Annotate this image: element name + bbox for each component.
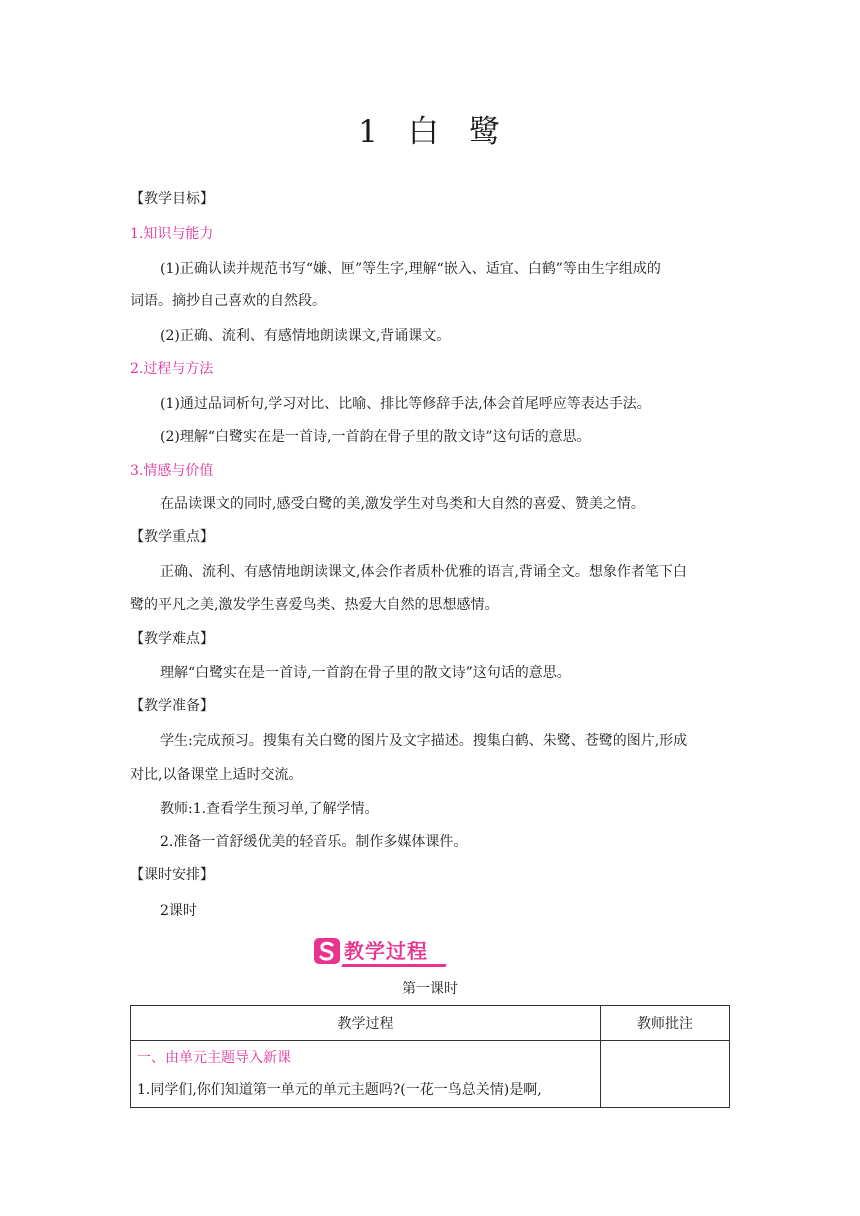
column-header-notes: 教师批注 — [601, 1006, 730, 1041]
process-cell — [131, 1041, 601, 1108]
difficulties-heading: 【教学难点】 — [130, 631, 214, 647]
key-points-paragraph: 正确、流利、有感情地朗读课文,体会作者质朴优雅的语言,背诵全文。想象作者笔下白 — [160, 564, 687, 580]
lesson-number: 1 — [358, 114, 380, 150]
goal3-heading: 3.情感与价值 — [130, 463, 214, 479]
row-text: 1.同学们,你们知道第一单元的单元主题吗?(一花一鸟总关情)是啊, — [137, 1082, 542, 1098]
teaching-process-banner — [312, 936, 448, 968]
schedule-paragraph: 2课时 — [160, 903, 197, 919]
goal1-paragraph-1-cont: 词语。摘抄自己喜欢的自然段。 — [130, 293, 326, 309]
goal1-heading: 1.知识与能力 — [130, 226, 214, 242]
column-header-process: 教学过程 — [131, 1006, 601, 1041]
goal2-heading: 2.过程与方法 — [130, 361, 214, 377]
page-title — [0, 106, 860, 151]
goal1-paragraph-2: (2)正确、流利、有感情地朗读课文,背诵课文。 — [160, 328, 451, 344]
preparation-teacher-1: 教师:1.查看学生预习单,了解学情。 — [160, 801, 379, 817]
period-label: 第一课时 — [402, 981, 458, 997]
table-header-row — [131, 1006, 730, 1041]
preparation-student: 学生:完成预习。搜集有关白鹭的图片及文字描述。搜集白鹤、朱鹭、苍鹭的图片,形成 — [160, 733, 688, 749]
difficulties-paragraph: 理解“白鹭实在是一首诗,一首韵在骨子里的散文诗”这句话的意思。 — [160, 665, 571, 681]
title-char-1: 白 — [407, 114, 441, 150]
goals-heading: 【教学目标】 — [130, 191, 214, 207]
preparation-teacher-2: 2.准备一首舒缓优美的轻音乐。制作多媒体课件。 — [160, 834, 468, 850]
goal2-paragraph-1: (1)通过品词析句,学习对比、比喻、排比等修辞手法,体会首尾呼应等表达手法。 — [160, 396, 651, 412]
key-points-paragraph-cont: 鹭的平凡之美,激发学生喜爱鸟类、热爱大自然的思想感情。 — [130, 597, 499, 613]
banner-underline — [341, 964, 446, 967]
goal1-paragraph-1: (1)正确认读并规范书写“嫌、匣”等生字,理解“嵌入、适宜、白鹤”等由生字组成的 — [160, 261, 661, 277]
row-heading: 一、由单元主题导入新课 — [137, 1050, 291, 1066]
goal3-paragraph-1: 在品读课文的同时,感受白鹭的美,激发学生对鸟类和大自然的喜爱、赞美之情。 — [160, 496, 645, 512]
title-char-2: 鹭 — [468, 114, 502, 150]
preparation-student-cont: 对比,以备课堂上适时交流。 — [130, 767, 303, 783]
schedule-heading: 【课时安排】 — [130, 867, 214, 883]
preparation-heading: 【教学准备】 — [130, 698, 214, 714]
key-points-heading: 【教学重点】 — [130, 529, 214, 545]
banner-title: 教学过程 — [344, 939, 428, 963]
notes-cell — [601, 1041, 730, 1108]
table-row — [131, 1041, 730, 1108]
goal2-paragraph-2: (2)理解“白鹭实在是一首诗,一首韵在骨子里的散文诗”这句话的意思。 — [160, 429, 591, 445]
lesson-plan-table — [130, 1005, 730, 1108]
s-swirl-icon — [314, 938, 340, 964]
